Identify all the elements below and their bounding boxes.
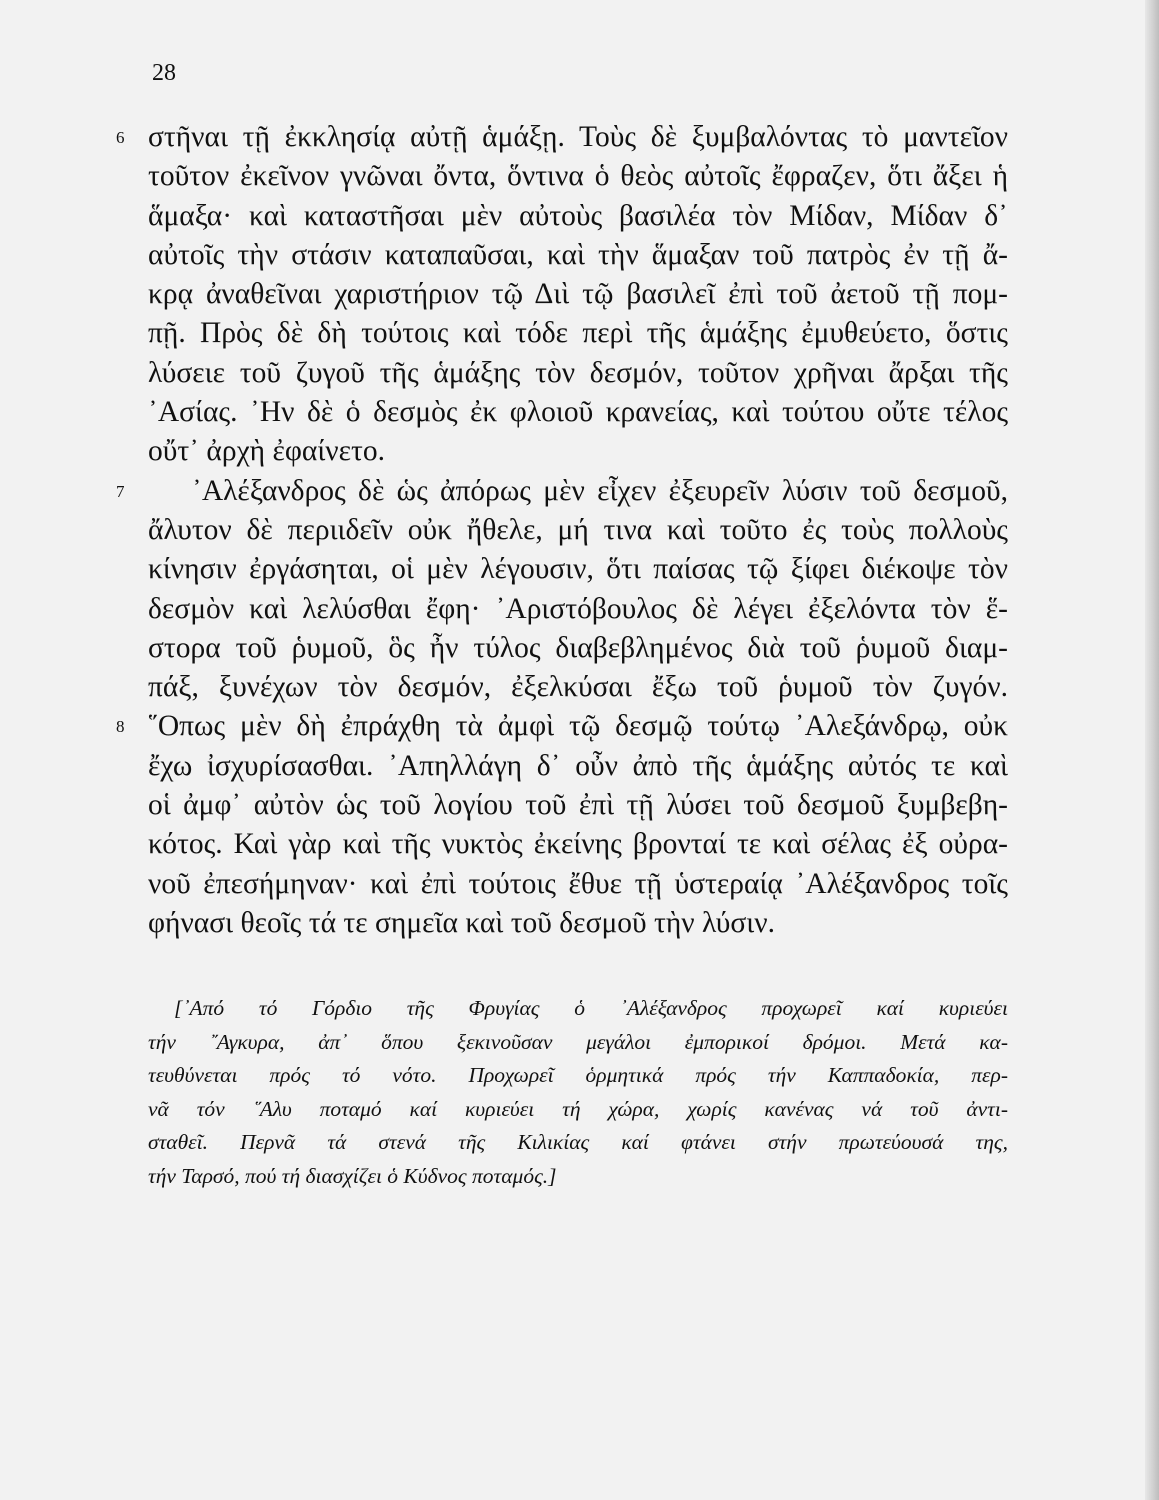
- text-line-content: κίνησιν ἐργάσηται, οἱ μὲν λέγουσιν, ὅτι παίσας τῷ ξίφει διέκοψε τὸν: [148, 553, 1008, 586]
- text-line-content: κρᾳ ἀναθεῖναι χαριστήριον τῷ Διὶ τῷ βασιλεῖ ἐπὶ τοῦ ἀετοῦ τῇ πομ-: [148, 278, 1008, 311]
- text-line-content: λύσειε τοῦ ζυγοῦ τῆς ἁμάξης τὸν δεσμόν, τοῦτον χρῆναι ἄρξαι τῆς: [148, 356, 1008, 389]
- translator-note: [148, 992, 1008, 1194]
- text-line: [148, 197, 1008, 236]
- section-number: 7: [116, 481, 125, 501]
- text-line-content: ῞Οπως μὲν δὴ ἐπράχθη τὰ ἀμφὶ τῷ δεσμῷ τούτῳ ᾽Αλεξάνδρῳ, οὐκ: [148, 710, 1008, 743]
- text-line: [148, 236, 1008, 275]
- note-line: σταθεῖ. Περνᾶ τά στενά τῆς Κιλικίας καί φτάνει στήν πρωτεύουσά της,: [148, 1130, 1008, 1155]
- text-line: [148, 668, 1008, 707]
- text-line: [148, 393, 1008, 432]
- text-line: [148, 904, 1008, 943]
- text-line: [148, 747, 1008, 786]
- text-line: [148, 432, 1008, 471]
- note-line: τήν ῎Αγκυρα, ἀπ᾽ ὅπου ξεκινοῦσαν μεγάλοι ἐμπορικοί δρόμοι. Μετά κα-: [148, 1029, 1008, 1054]
- text-line-content: ᾽Ασίας. ᾽Ην δὲ ὁ δεσμὸς ἐκ φλοιοῦ κρανείας, καὶ τούτου οὔτε τέλος: [148, 396, 1008, 429]
- text-line-content: στορα τοῦ ῥυμοῦ, ὃς ἦν τύλος διαβεβλημένος διὰ τοῦ ῥυμοῦ διαμ-: [148, 631, 1008, 664]
- text-line-content: νοῦ ἐπεσήμηναν· καὶ ἐπὶ τούτοις ἔθυε τῇ ὑστεραίᾳ ᾽Αλέξανδρος τοῖς: [148, 867, 1008, 900]
- text-line-content: στῆναι τῇ ἐκκλησίᾳ αὐτῇ ἁμάξῃ. Τοὺς δὲ ξυμβαλόντας τὸ μαντεῖον: [148, 121, 1008, 153]
- note-line: [᾽Από τό Γόρδιο τῆς Φρυγίας ὁ ᾽Αλέξανδρος προχωρεῖ καί κυριεύει: [174, 996, 1008, 1020]
- text-line-content: αὐτοῖς τὴν στάσιν καταπαῦσαι, καὶ τὴν ἅμαξαν τοῦ πατρὸς ἐν τῇ ἄ-: [148, 238, 1008, 271]
- text-line: [148, 629, 1008, 668]
- text-line: [116, 472, 1008, 511]
- text-line-content: κότος. Καὶ γὰρ καὶ τῆς νυκτὸς ἐκείνης βρονταί τε καὶ σέλας ἐξ οὐρα-: [148, 828, 1008, 861]
- text-line: [148, 786, 1008, 825]
- text-line-content: ἄλυτον δὲ περιιδεῖν οὐκ ἤθελε, μή τινα καὶ τοῦτο ἐς τοὺς πολλοὺς: [148, 513, 1008, 546]
- text-line-content: πάξ, ξυνέχων τὸν δεσμόν, ἐξελκύσαι ἔξω τοῦ ῥυμοῦ τὸν ζυγόν.: [148, 671, 1008, 704]
- page-number: 28: [152, 60, 176, 86]
- text-line-content: οὔτ᾽ ἀρχὴ ἐφαίνετο.: [148, 435, 385, 468]
- note-line: νᾶ τόν ῞Αλυ ποταμό καί κυριεύει τή χώρα, χωρίς κανένας νά τοῦ ἀντι-: [148, 1096, 1008, 1121]
- text-line: [148, 865, 1008, 904]
- text-line: [148, 511, 1008, 550]
- text-line: [148, 157, 1008, 196]
- text-line: [116, 707, 1008, 746]
- greek-text-block: [116, 118, 1008, 943]
- section-number: 6: [116, 128, 125, 147]
- note-line: τευθύνεται πρός τό νότο. Προχωρεῖ ὁρμητικά πρός τήν Καππαδοκία, περ-: [148, 1063, 1008, 1088]
- note-line: τήν Ταρσό, πού τή διασχίζει ὁ Κύδνος ποταμός.]: [148, 1163, 557, 1188]
- text-line-content: ἅμαξα· καὶ καταστῆσαι μὲν αὐτοὺς βασιλέα τὸν Μίδαν, Μίδαν δ᾽: [148, 199, 1008, 232]
- text-line-content: δεσμὸν καὶ λελύσθαι ἔφη· ᾽Αριστόβουλος δὲ λέγει ἐξελόντα τὸν ἕ-: [148, 592, 1008, 625]
- text-line-content: οἱ ἀμφ᾽ αὐτὸν ὡς τοῦ λογίου τοῦ ἐπὶ τῇ λύσει τοῦ δεσμοῦ ξυμβεβη-: [148, 789, 1008, 822]
- text-line-content: πῇ. Πρὸς δὲ δὴ τούτοις καὶ τόδε περὶ τῆς ἁμάξης ἐμυθεύετο, ὅστις: [148, 317, 1008, 350]
- text-line: [148, 825, 1008, 864]
- text-line-content: φήνασι θεοῖς τά τε σημεῖα καὶ τοῦ δεσμοῦ τὴν λύσιν.: [148, 906, 775, 939]
- section-number: 8: [116, 717, 125, 737]
- text-line: [148, 550, 1008, 589]
- text-line: [148, 354, 1008, 393]
- page-edge: [1145, 0, 1159, 1500]
- text-line: [148, 590, 1008, 629]
- text-line: [148, 314, 1008, 353]
- text-line: [148, 275, 1008, 314]
- text-line-content: τοῦτον ἐκεῖνον γνῶναι ὄντα, ὅντινα ὁ θεὸς αὐτοῖς ἔφραζεν, ὅτι ἄξει ἡ: [148, 160, 1008, 193]
- text-line-content: ᾽Αλέξανδρος δὲ ὡς ἀπόρως μὲν εἶχεν ἐξευρεῖν λύσιν τοῦ δεσμοῦ,: [192, 474, 1008, 507]
- text-line-content: ἔχω ἰσχυρίσασθαι. ᾽Απηλλάγη δ᾽ οὖν ἀπὸ τῆς ἁμάξης αὐτός τε καὶ: [148, 749, 1008, 782]
- text-line: [116, 118, 1008, 157]
